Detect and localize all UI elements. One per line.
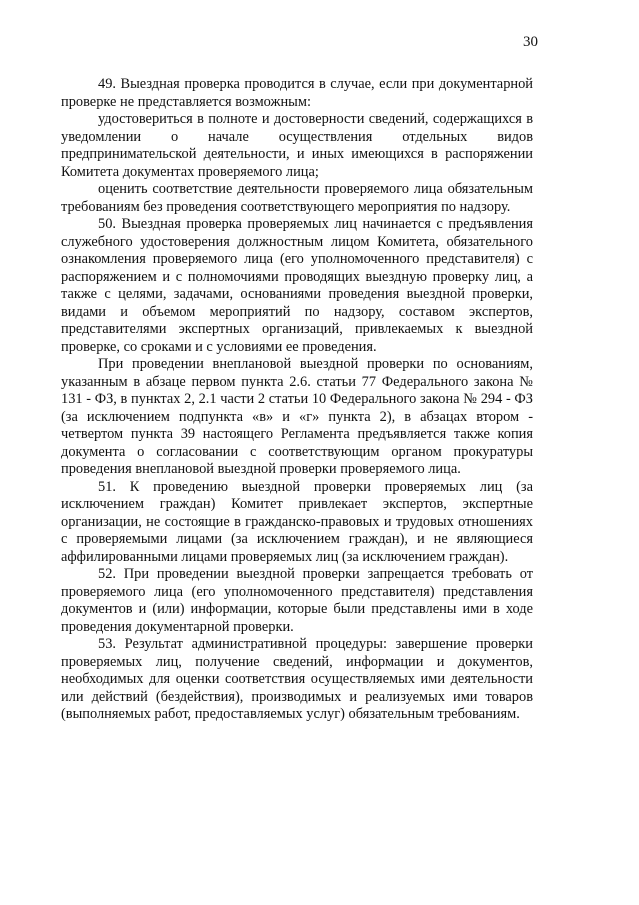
page-number: 30 [523, 34, 538, 50]
document-body [61, 76, 533, 724]
paragraph-49-item-2: оценить соответствие деятельности проверяемого лица обязательным требованиям без проведения соответствующего мероприятия по надзору. [61, 181, 533, 215]
paragraph-51: 51. К проведению выездной проверки проверяемых лиц (за исключением граждан) Комитет привлекает экспертов, экспертные организации, не состоящие в гражданско-правовых и трудовых отношениях с проверяемыми лицами (за исключением граждан), и не являющиеся аффилированными лицами проверяемых лиц (за исключением граждан). [61, 478, 533, 565]
paragraph-52: 52. При проведении выездной проверки запрещается требовать от проверяемого лица (его уполномоченного представителя) представления документов и (или) информации, которые были представлены ими в ходе проведения документарной проверки. [61, 566, 533, 635]
paragraph-50-continued: При проведении внеплановой выездной проверки по основаниям, указанным в абзаце первом пункта 2.6. статьи 77 Федерального закона № 131 - ФЗ, в пунктах 2, 2.1 части 2 статьи 10 Федерального закона № 294 - ФЗ (за исключением подпункта «в» и «г» пункта 2), в абзацах втором - четвертом пункта 39 настоящего Регламента предъявляется также копия документа о согласовании с соответствующим органом прокуратуры проведения внеплановой выездной проверки проверяемого лица. [61, 356, 533, 477]
paragraph-49-item-1: удостовериться в полноте и достоверности сведений, содержащихся в уведомлении о начале осуществления отдельных видов предпринимательской деятельности, и иных имеющихся в распоряжении Комитета документах проверяемого лица; [61, 111, 533, 180]
paragraph-53: 53. Результат административной процедуры: завершение проверки проверяемых лиц, получение сведений, информации и документов, необходимых для оценки соответствия осуществляемых ими деятельности или действий (бездействия), производимых и реализуемых ими товаров (выполняемых работ, предоставляемых услуг) обязательным требованиям. [61, 636, 533, 722]
paragraph-50: 50. Выездная проверка проверяемых лиц начинается с предъявления служебного удостоверения должностным лицом Комитета, обязательного ознакомления проверяемого лица (его уполномоченного представителя) с распоряжением и с полномочиями проводящих выездную проверку лиц, а также с целями, задачами, основаниями проведения выездной проверки, видами и объемом мероприятий по надзору, составом экспертов, представителями экспертных организаций, привлекаемых к выездной проверке, со сроками и с условиями ее проведения. [61, 216, 533, 355]
paragraph-49: 49. Выездная проверка проводится в случае, если при документарной проверке не представляется возможным: [61, 76, 533, 110]
